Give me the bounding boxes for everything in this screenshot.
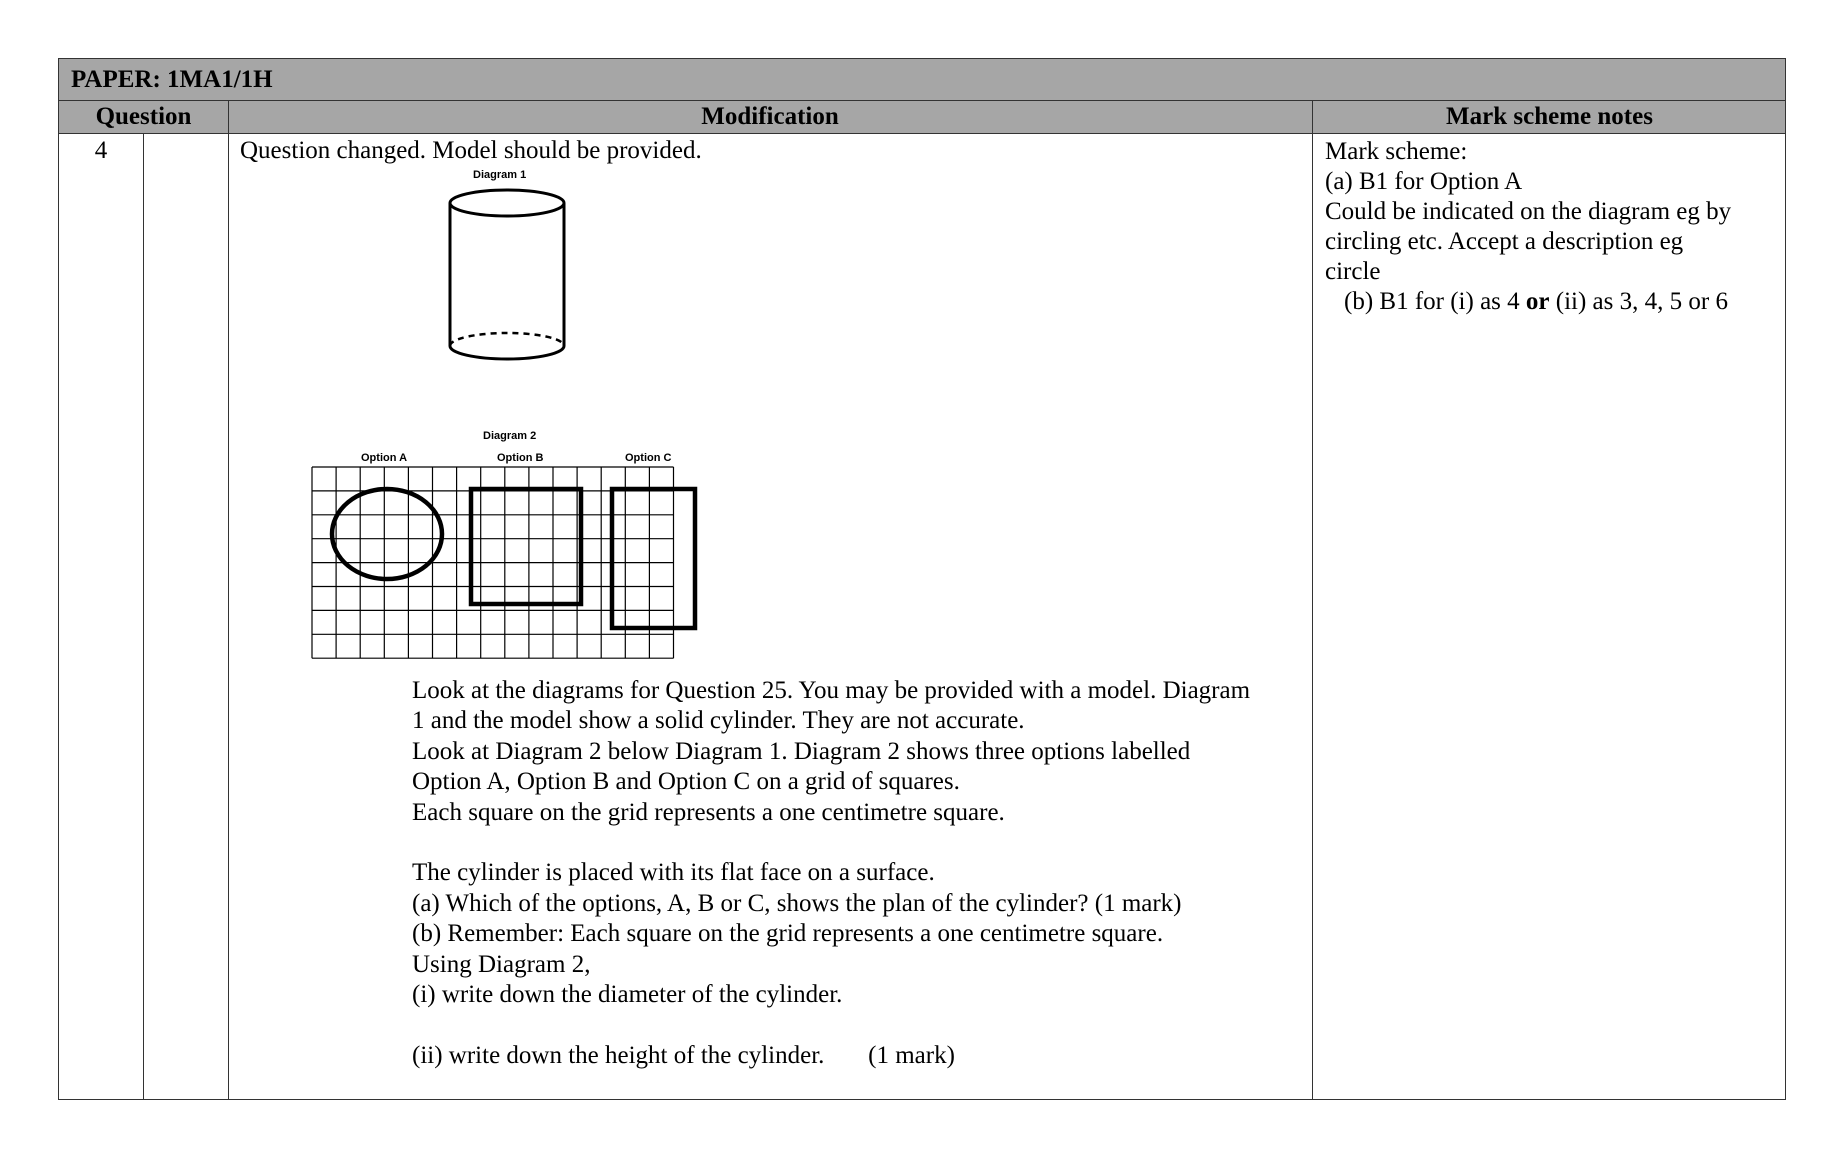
column-divider	[228, 101, 229, 1099]
question-line	[412, 828, 1312, 858]
cylinder-top-face	[450, 190, 564, 216]
cylinder-hidden-edge	[450, 333, 564, 346]
diagram-2-title: Diagram 2	[483, 430, 537, 442]
header-question: Question	[95, 103, 192, 130]
option-c-rectangle	[612, 489, 695, 628]
question-line: (ii) write down the height of the cylinder. (1 mark)	[412, 1041, 955, 1069]
mark-scheme-line-a-note: circle	[1325, 258, 1381, 285]
column-divider	[1312, 101, 1313, 1099]
mark-scheme-line-a: (a) B1 for Option A	[1325, 168, 1523, 195]
mark-scheme-line-b-or: or	[1525, 288, 1550, 315]
question-line: 1 and the model show a solid cylinder. They are not accurate.	[412, 707, 1025, 735]
question-line: The cylinder is placed with its flat face on a surface.	[412, 859, 935, 887]
mark-scheme-heading: Mark scheme:	[1325, 138, 1468, 165]
table-header-row	[59, 101, 1785, 134]
mark-scheme-table	[58, 58, 1786, 1100]
question-line: Look at Diagram 2 below Diagram 1. Diagram 2 shows three options labelled	[412, 737, 1191, 765]
option-a-label: Option A	[361, 452, 408, 464]
diagram-2-options-grid	[299, 427, 739, 667]
question-line: Option A, Option B and Option C on a grid of squares.	[412, 768, 960, 796]
mark-scheme-notes	[1325, 137, 1775, 317]
question-line: (b) Remember: Each square on the grid represents a one centimetre square.	[412, 920, 1164, 948]
question-number: 4	[94, 137, 108, 164]
question-line	[412, 1010, 1312, 1040]
paper-label: PAPER: 1MA1/1H	[59, 59, 1785, 101]
question-line: Look at the diagrams for Question 25. You may be provided with a model. Diagram	[412, 677, 1251, 704]
mark-scheme-line-b-end: (ii) as 3, 4, 5 or 6	[1549, 288, 1728, 315]
question-line: Each square on the grid represents a one centimetre square.	[412, 798, 1005, 826]
mark-scheme-line-a-note: circling etc. Accept a description eg	[1325, 228, 1684, 255]
header-modification: Modification	[701, 103, 839, 130]
mark-scheme-line-a-note: Could be indicated on the diagram eg by	[1325, 198, 1732, 225]
option-b-label: Option B	[497, 452, 544, 464]
option-c-label: Option C	[625, 452, 672, 464]
question-text	[412, 676, 1312, 1071]
header-mark-scheme-notes: Mark scheme notes	[1446, 103, 1653, 130]
column-divider	[143, 134, 144, 1099]
option-a-circle	[332, 489, 442, 579]
modification-intro: Question changed. Model should be provided.	[240, 137, 702, 164]
question-line: Using Diagram 2,	[412, 950, 591, 978]
mark-scheme-line-b	[1325, 287, 1775, 317]
question-line: (i) write down the diameter of the cylinder.	[412, 981, 843, 1009]
question-line: (a) Which of the options, A, B or C, shows the plan of the cylinder? (1 mark)	[412, 889, 1182, 917]
cylinder-bottom-edge	[450, 346, 564, 359]
mark-scheme-line-b-start: (b) B1 for (i) as 4	[1344, 288, 1526, 315]
diagram-1-title: Diagram 1	[473, 169, 527, 181]
diagram-1-cylinder	[447, 166, 587, 396]
